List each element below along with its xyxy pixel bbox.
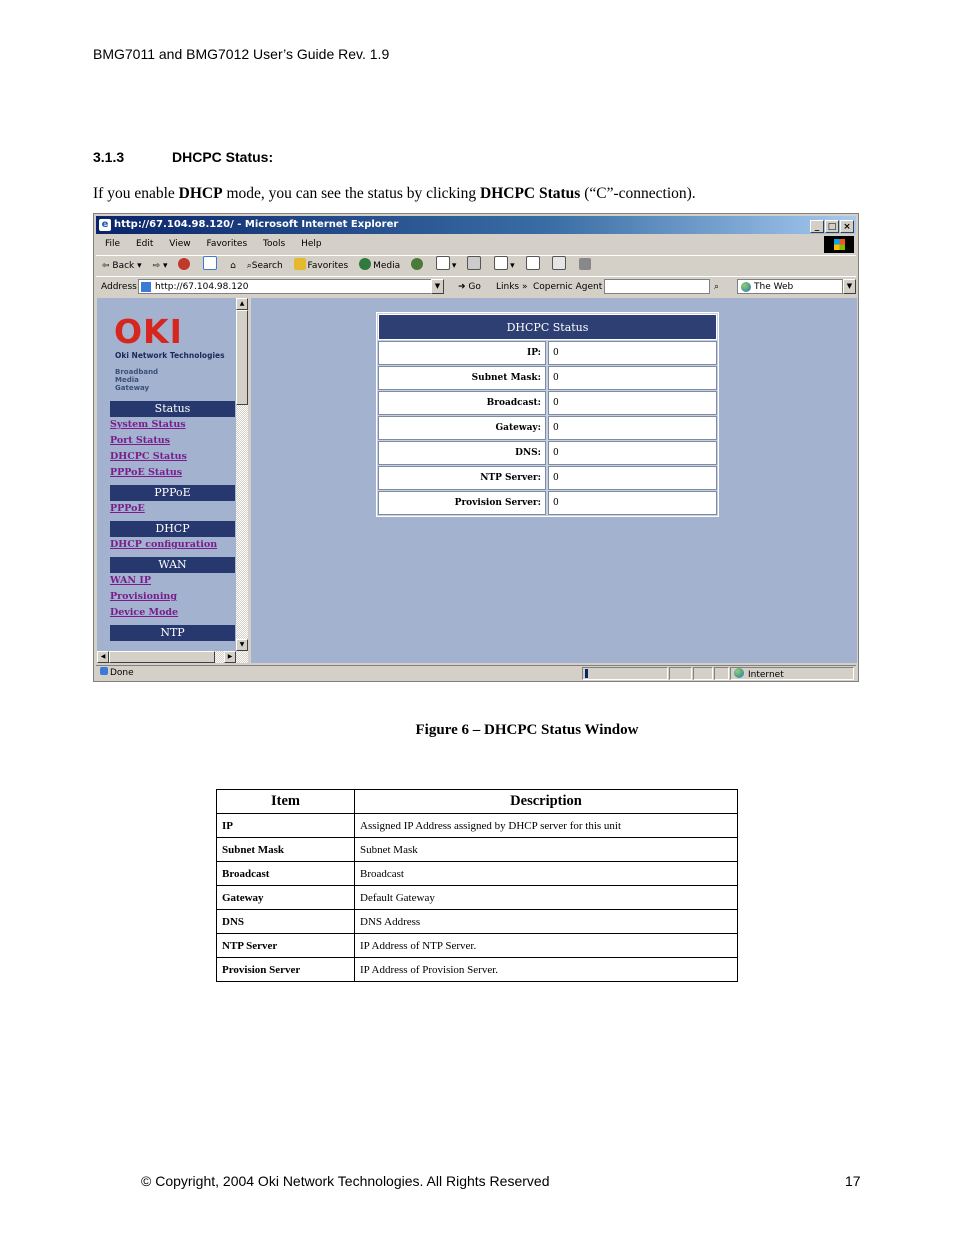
stop-button[interactable] xyxy=(178,261,192,271)
menu-help[interactable]: Help xyxy=(301,239,322,249)
status-done: Done xyxy=(110,668,134,678)
minimize-button[interactable]: _ xyxy=(810,220,824,233)
media-icon xyxy=(359,258,371,270)
refresh-icon xyxy=(203,256,217,270)
page-number: 17 xyxy=(845,1173,861,1189)
intro-text: mode, you can see the status by clicking xyxy=(222,185,480,202)
status-row-ip xyxy=(378,341,717,365)
search-engine-value: The Web xyxy=(754,282,794,292)
status-cell xyxy=(693,667,713,680)
table-row xyxy=(217,886,738,910)
description-cell: Broadcast xyxy=(355,862,738,886)
browser-window xyxy=(93,213,859,682)
status-row-gateway xyxy=(378,416,717,440)
nav-frame xyxy=(97,298,248,663)
hscroll-thumb[interactable] xyxy=(109,651,215,663)
search-button[interactable] xyxy=(247,261,283,271)
search-icon: ⌕ xyxy=(246,261,252,271)
description-cell: IP Address of Provision Server. xyxy=(355,958,738,982)
company-name: Oki Network Technologies xyxy=(115,351,225,360)
description-cell: Subnet Mask xyxy=(355,838,738,862)
nav-link-wan-ip[interactable]: WAN IP xyxy=(110,575,152,586)
links-button[interactable] xyxy=(496,277,528,297)
table-row xyxy=(217,910,738,934)
status-label: IP: xyxy=(378,341,546,365)
edit-icon xyxy=(494,256,508,270)
print-icon xyxy=(467,256,481,270)
close-button[interactable]: × xyxy=(840,220,854,233)
progress-bar xyxy=(585,669,588,678)
go-button[interactable] xyxy=(458,277,481,297)
item-cell: DNS xyxy=(217,910,355,934)
item-cell: Provision Server xyxy=(217,958,355,982)
address-dropdown-button[interactable]: ▼ xyxy=(431,279,444,294)
favorites-icon xyxy=(294,258,306,270)
nav-vertical-scrollbar[interactable] xyxy=(236,298,248,651)
status-label: NTP Server: xyxy=(378,466,546,490)
item-cell: Subnet Mask xyxy=(217,838,355,862)
favorites-label: Favorites xyxy=(307,261,349,271)
item-cell: IP xyxy=(217,814,355,838)
back-button[interactable]: ⇦ Back ▾ xyxy=(102,261,142,271)
nav-link-provisioning[interactable]: Provisioning xyxy=(110,591,177,602)
home-button[interactable] xyxy=(230,261,236,271)
description-cell: Assigned IP Address assigned by DHCP server for this unit xyxy=(355,814,738,838)
status-row-ntp-server xyxy=(378,466,717,490)
intro-bold-dhcp: DHCP xyxy=(178,185,223,202)
column-header-description: Description xyxy=(355,790,738,814)
toolbar xyxy=(96,255,856,277)
address-input[interactable] xyxy=(138,279,444,294)
description-cell: DNS Address xyxy=(355,910,738,934)
favorites-button[interactable] xyxy=(294,261,349,271)
zone-label: Internet xyxy=(748,670,784,680)
status-label: Gateway: xyxy=(378,416,546,440)
status-value: 0 xyxy=(548,416,717,440)
table-header-row xyxy=(217,790,738,814)
forward-button[interactable]: ⇨ ▾ xyxy=(152,261,168,271)
nav-header-dhcp: DHCP xyxy=(110,521,235,537)
links-label: Links xyxy=(496,282,520,292)
search-magnifier-icon[interactable]: ⌕ xyxy=(714,282,720,292)
intro-text: If you enable xyxy=(93,185,179,202)
status-value: 0 xyxy=(548,391,717,415)
edit-button[interactable]: ▾ xyxy=(494,261,515,271)
search-engine-select[interactable] xyxy=(737,279,843,294)
table-row xyxy=(217,814,738,838)
status-value: 0 xyxy=(548,441,717,465)
zone-cell xyxy=(730,667,854,680)
tagline-line: Gateway xyxy=(115,384,150,392)
status-label: DNS: xyxy=(378,441,546,465)
status-cell xyxy=(714,667,729,680)
column-header-item: Item xyxy=(217,790,355,814)
title-bar xyxy=(96,216,856,234)
nav-header-ntp: NTP xyxy=(110,625,235,641)
address-value: http://67.104.98.120 xyxy=(155,282,249,292)
maximize-button[interactable]: □ xyxy=(825,220,839,233)
go-arrow-icon: ➜ xyxy=(458,282,466,292)
intro-paragraph xyxy=(93,185,696,203)
status-text xyxy=(100,666,134,681)
refresh-button[interactable] xyxy=(203,261,219,271)
nav-horizontal-scrollbar[interactable] xyxy=(97,651,248,663)
item-cell: Gateway xyxy=(217,886,355,910)
progress-cell xyxy=(582,667,668,680)
intro-text: (“C”-connection). xyxy=(580,185,696,202)
scroll-up-button[interactable]: ▲ xyxy=(236,298,248,310)
status-row-dns xyxy=(378,441,717,465)
go-label: Go xyxy=(468,282,481,292)
history-icon xyxy=(411,258,423,270)
tagline xyxy=(115,368,175,392)
status-row-broadcast xyxy=(378,391,717,415)
menu-file[interactable]: File xyxy=(105,239,121,249)
nav-header-wan: WAN xyxy=(110,557,235,573)
status-label: Broadcast: xyxy=(378,391,546,415)
description-cell: IP Address of NTP Server. xyxy=(355,934,738,958)
address-label: Address xyxy=(101,282,137,292)
links-chevron-icon: » xyxy=(522,282,528,292)
menu-bar xyxy=(96,235,856,254)
messenger-icon xyxy=(579,258,591,270)
stop-icon xyxy=(178,258,190,270)
scroll-down-button[interactable]: ▼ xyxy=(236,639,248,651)
research-button[interactable] xyxy=(552,261,568,271)
scroll-thumb[interactable] xyxy=(236,310,248,405)
mail-icon xyxy=(436,256,450,270)
document-header: BMG7011 and BMG7012 User’s Guide Rev. 1.9 xyxy=(93,46,390,62)
table-row xyxy=(217,862,738,886)
status-value: 0 xyxy=(548,341,717,365)
copernic-agent-button[interactable]: Copernic Agent xyxy=(533,282,603,292)
globe-icon xyxy=(741,282,751,292)
tagline-line: Media xyxy=(115,376,139,384)
status-row-provision-server xyxy=(378,491,717,515)
print-button[interactable] xyxy=(467,261,483,271)
back-arrow-icon: ⇦ xyxy=(102,261,110,271)
menu-favorites[interactable]: Favorites xyxy=(206,239,248,249)
search-label: Search xyxy=(251,261,283,271)
nav-header-pppoe: PPPoE xyxy=(110,485,235,501)
table-row xyxy=(217,958,738,982)
oki-logo: OKI xyxy=(114,312,183,351)
menu-tools[interactable]: Tools xyxy=(263,239,286,249)
research-icon xyxy=(552,256,566,270)
menu-view[interactable]: View xyxy=(169,239,191,249)
home-icon: ⌂ xyxy=(230,261,236,271)
status-bar xyxy=(96,665,856,681)
windows-logo-icon xyxy=(824,236,854,253)
section-title: DHCPC Status: xyxy=(172,149,274,165)
table-row xyxy=(217,934,738,958)
nav-link-dhcpc-status[interactable]: DHCPC Status xyxy=(110,451,187,462)
history-button[interactable] xyxy=(411,261,425,271)
status-value: 0 xyxy=(548,466,717,490)
messenger-button[interactable] xyxy=(579,261,593,271)
status-row-subnet-mask xyxy=(378,366,717,390)
status-label: Subnet Mask: xyxy=(378,366,546,390)
copernic-search-input[interactable] xyxy=(604,279,710,294)
discuss-icon xyxy=(526,256,540,270)
dhcpc-status-table xyxy=(376,312,719,517)
window-title: http://67.104.98.120/ - Microsoft Internet Explorer xyxy=(114,219,399,230)
media-button[interactable] xyxy=(359,261,400,271)
discuss-button[interactable] xyxy=(526,261,542,271)
nav-link-dhcp-configuration[interactable]: DHCP configuration xyxy=(110,539,218,550)
mail-button[interactable]: ▾ xyxy=(436,261,457,271)
section-number: 3.1.3 xyxy=(93,149,125,165)
status-value: 0 xyxy=(548,366,717,390)
scroll-left-button[interactable]: ◀ xyxy=(97,651,109,663)
main-frame xyxy=(251,298,857,663)
page-icon xyxy=(141,282,151,292)
table-row xyxy=(217,838,738,862)
media-label: Media xyxy=(373,261,401,271)
address-bar xyxy=(96,276,856,297)
item-cell: NTP Server xyxy=(217,934,355,958)
description-cell: Default Gateway xyxy=(355,886,738,910)
tagline-line: Broadband xyxy=(115,368,159,376)
nav-link-device-mode[interactable]: Device Mode xyxy=(110,607,179,618)
section-heading xyxy=(93,149,273,165)
forward-arrow-icon: ⇨ xyxy=(152,261,161,271)
nav-link-port-status[interactable]: Port Status xyxy=(110,435,170,446)
page-done-icon xyxy=(100,667,108,675)
nav-header-status: Status xyxy=(110,401,235,417)
search-engine-dropdown-button[interactable]: ▼ xyxy=(843,279,856,294)
nav-link-system-status[interactable]: System Status xyxy=(110,419,186,430)
status-label: Provision Server: xyxy=(378,491,546,515)
intro-bold-dhcpc-status: DHCPC Status xyxy=(480,185,581,202)
internet-zone-icon xyxy=(734,668,744,678)
nav-link-pppoe-status[interactable]: PPPoE Status xyxy=(110,467,183,478)
item-cell: Broadcast xyxy=(217,862,355,886)
scroll-right-button[interactable]: ▶ xyxy=(224,651,236,663)
status-cell xyxy=(669,667,692,680)
status-value: 0 xyxy=(548,491,717,515)
footer-copyright: © Copyright, 2004 Oki Network Technologies. All Rights Reserved xyxy=(141,1173,550,1189)
ie-icon: e xyxy=(99,219,111,231)
item-description-table xyxy=(216,789,738,982)
figure-caption: Figure 6 – DHCPC Status Window xyxy=(415,722,639,738)
dhcpc-status-title: DHCPC Status xyxy=(378,314,717,340)
back-label: Back xyxy=(112,261,135,271)
menu-edit[interactable]: Edit xyxy=(135,239,154,249)
nav-link-pppoe[interactable]: PPPoE xyxy=(110,503,145,514)
